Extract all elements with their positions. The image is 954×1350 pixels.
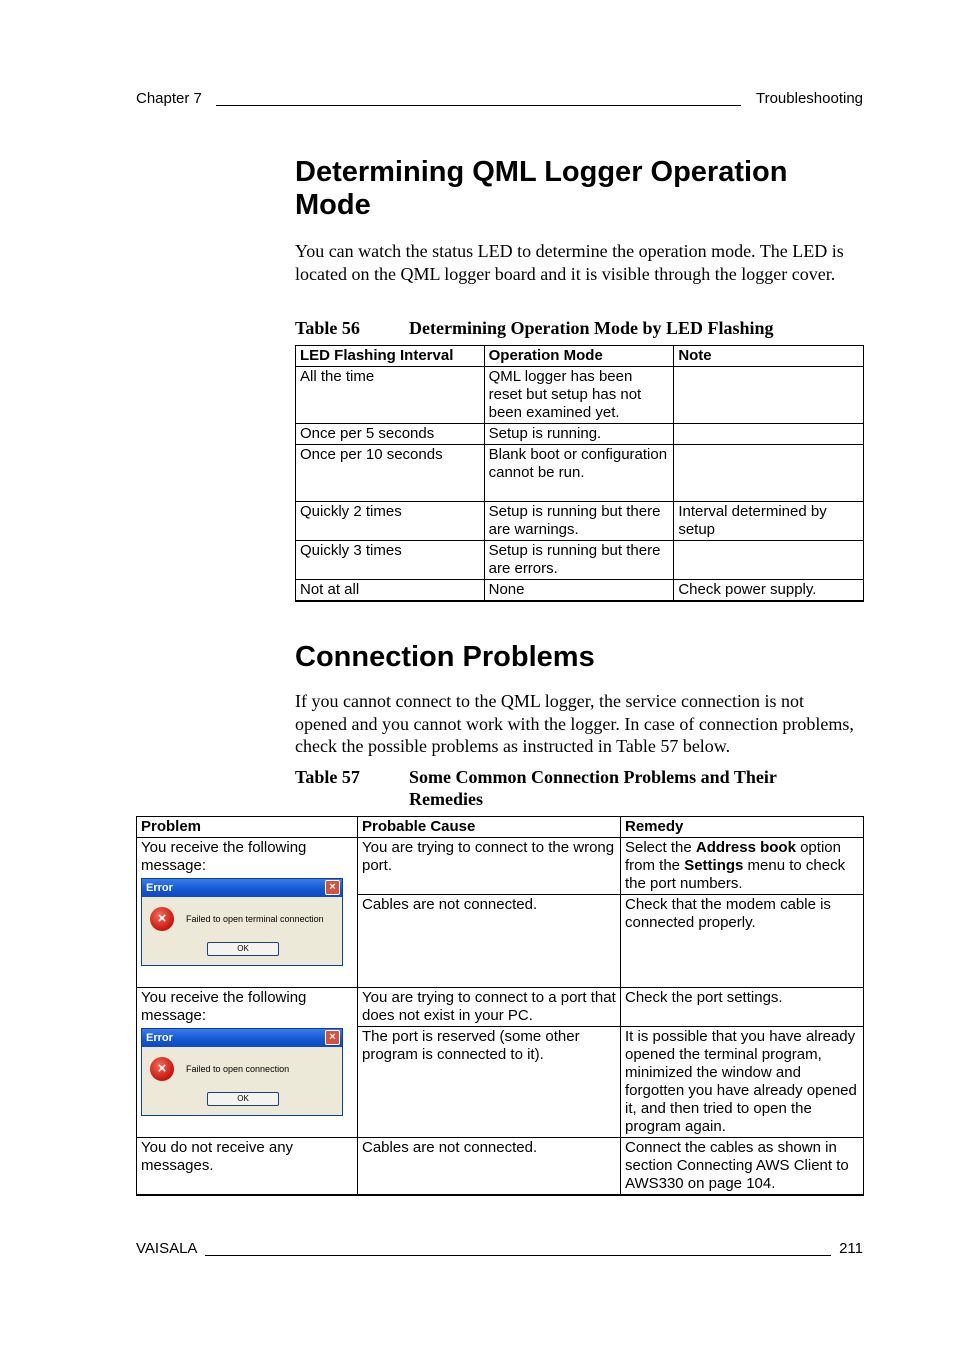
column-header: Operation Mode: [484, 346, 674, 367]
remedy-text: option from the: [625, 839, 841, 874]
table-cell: Not at all: [296, 580, 485, 602]
table-57-title: Some Common Connection Problems and Their Remedies: [409, 767, 777, 809]
dialog-message: Failed to open terminal connection: [186, 914, 324, 924]
table-row: [137, 988, 864, 1027]
section-label: Troubleshooting: [755, 90, 863, 107]
dialog-title: Error: [142, 1029, 342, 1047]
table-header-row: [137, 817, 864, 838]
error-icon: ×: [150, 1057, 174, 1081]
settings-menu: Settings: [684, 857, 744, 874]
column-header: Probable Cause: [358, 817, 621, 838]
table-cell: Quickly 2 times: [296, 502, 485, 541]
problem-cell: [137, 838, 358, 988]
table-cell: Connect the cables as shown in section Connecting AWS Client to AWS330 on page 104.: [621, 1138, 864, 1196]
table-cell: Cables are not connected.: [358, 895, 621, 988]
close-icon: ×: [325, 1030, 340, 1045]
ok-button: OK: [207, 1092, 279, 1106]
chapter-label: Chapter 7: [136, 90, 202, 107]
table-cell: Check the port settings.: [621, 988, 864, 1027]
table-cell: It is possible that you have already opened the terminal program, minimized the window and forgotten you have already opened it, and then tried to open the program again.: [621, 1027, 864, 1138]
problem-text: You receive the following message:: [141, 989, 307, 1024]
column-header: LED Flashing Interval: [296, 346, 485, 367]
error-icon: ×: [150, 907, 174, 931]
table-56-title: Determining Operation Mode by LED Flashing: [409, 318, 774, 338]
table-cell: Blank boot or configuration cannot be run.: [484, 445, 674, 502]
page-number: 211: [839, 1240, 863, 1257]
error-dialog-screenshot: [141, 878, 343, 966]
remedy-text: menu to check the port numbers.: [625, 857, 846, 892]
ok-button: OK: [207, 942, 279, 956]
table-cell: Once per 10 seconds: [296, 445, 485, 502]
dialog-title: Error: [142, 879, 342, 897]
section-title-operation-mode: Determining QML Logger Operation Mode: [295, 156, 788, 221]
table-row: [296, 445, 864, 502]
table-cell: Setup is running.: [484, 424, 674, 445]
table-cell: You do not receive any messages.: [137, 1138, 358, 1196]
table-cell: Check power supply.: [674, 580, 864, 602]
table-cell: [674, 424, 864, 445]
address-book-option: Address book: [695, 839, 796, 856]
close-icon: ×: [325, 880, 340, 895]
table-cell: Interval determined by setup: [674, 502, 864, 541]
column-header: Problem: [137, 817, 358, 838]
table-cell: All the time: [296, 367, 485, 424]
remedy-text: Select the: [625, 839, 696, 856]
table-cell: None: [484, 580, 674, 602]
led-flashing-table: [295, 345, 864, 602]
table-row: [296, 502, 864, 541]
operation-mode-paragraph: You can watch the status LED to determine the operation mode. The LED is located on the QML logger board and it is visible through the logger cover.: [295, 241, 844, 284]
table-cell: QML logger has been reset but setup has not been examined yet.: [484, 367, 674, 424]
table-row: [137, 838, 864, 895]
column-header: Note: [674, 346, 864, 367]
error-dialog-screenshot: [141, 1028, 343, 1116]
problem-text: You receive the following message:: [141, 839, 307, 874]
table-cell: You are trying to connect to a port that does not exist in your PC.: [358, 988, 621, 1027]
table-cell: Quickly 3 times: [296, 541, 485, 580]
table-cell: [674, 541, 864, 580]
table-row: [296, 580, 864, 602]
footer-rule: [205, 1255, 831, 1256]
company-name: VAISALA: [136, 1240, 198, 1257]
column-header: Remedy: [621, 817, 864, 838]
table-cell: Setup is running but there are errors.: [484, 541, 674, 580]
table-cell: Setup is running but there are warnings.: [484, 502, 674, 541]
table-row: [296, 424, 864, 445]
table-cell: Cables are not connected.: [358, 1138, 621, 1196]
table-header-row: [296, 346, 864, 367]
connection-problems-paragraph: If you cannot connect to the QML logger, the service connection is not opened and you cannot work with the logger. In case of connection problems, check the possible problems as instructed in Table 57 below.: [295, 691, 854, 756]
page-header: [136, 90, 863, 110]
connection-problems-table: [136, 816, 864, 1196]
page-footer: [136, 1240, 863, 1260]
table-cell: [674, 367, 864, 424]
table-row: [137, 1138, 864, 1196]
dialog-message: Failed to open connection: [186, 1064, 290, 1074]
table-row: [296, 541, 864, 580]
section-title-connection-problems: Connection Problems: [295, 641, 595, 673]
table-56-number: Table 56: [295, 318, 360, 338]
table-cell: Once per 5 seconds: [296, 424, 485, 445]
table-cell: You are trying to connect to the wrong port.: [358, 838, 621, 895]
table-cell: [621, 838, 864, 895]
table-cell: Check that the modem cable is connected properly.: [621, 895, 864, 988]
table-row: [296, 367, 864, 424]
header-rule: [216, 105, 741, 106]
table-57-number: Table 57: [295, 767, 360, 787]
problem-cell: [137, 988, 358, 1138]
table-cell: The port is reserved (some other program is connected to it).: [358, 1027, 621, 1138]
table-cell: [674, 445, 864, 502]
